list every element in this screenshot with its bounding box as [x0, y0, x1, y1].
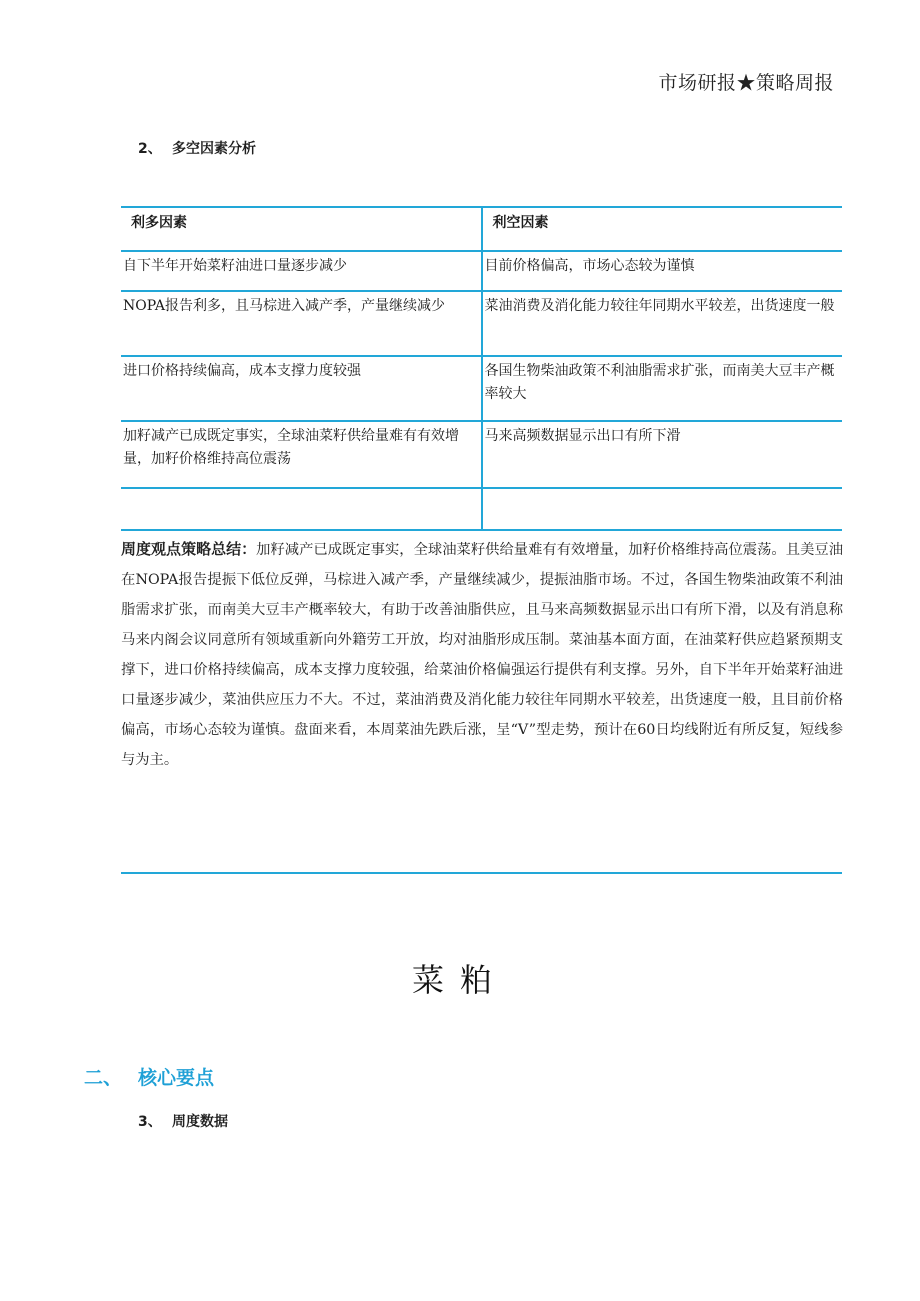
bullish-cell: 自下半年开始菜籽油进口量逐步减少 [121, 251, 482, 291]
table-row-empty [121, 488, 842, 530]
bearish-cell [482, 488, 843, 530]
section-number: 3、 [138, 1114, 162, 1130]
bearish-cell: 菜油消费及消化能力较往年同期水平较差，出货速度一般 [482, 291, 843, 356]
bullish-cell: 进口价格持续偏高，成本支撑力度较强 [121, 356, 482, 421]
section-title: 多空因素分析 [172, 141, 256, 157]
summary-text: 加籽减产已成既定事实，全球油菜籽供给量难有有效增量，加籽价格维持高位震荡。且美豆油在NOPA报告提振下低位反弹，马棕进入减产季，产量继续减少，提振油脂市场。不过，各国生物柴油政策不利油脂需求扩张，而南美大豆丰产概率较大，有助于改善油脂供应，且马来高频数据显示出口有所下滑，以及有消息称马来内阁会议同意所有领域重新向外籍劳工开放，均对油脂形成压制。菜油基本面方面，在油菜籽供应趋紧预期支撑下，进口价格持续偏高，成本支撑力度较强，给菜油价格偏强运行提供有利支撑。另外，自下半年开始菜籽油进口量逐步减少，菜油供应压力不大。不过，菜油消费及消化能力较往年同期水平较差，出货速度一般，且目前价格偏高，市场心态较为谨慎。盘面来看，本周菜油先跌后涨，呈“V”型走势，预计在60日均线附近有所反复，短线参与为主。 [121, 542, 843, 768]
section-heading-weekly [138, 1111, 228, 1131]
table-row [121, 291, 842, 356]
report-header-title: 市场研报★策略周报 [658, 72, 834, 94]
bearish-cell: 马来高频数据显示出口有所下滑 [482, 421, 843, 488]
strategy-summary [121, 534, 843, 775]
bearish-cell: 目前价格偏高，市场心态较为谨慎 [482, 251, 843, 291]
divider-line [121, 872, 842, 874]
table-header-row [121, 207, 842, 251]
table-row [121, 421, 842, 488]
chapter-heading [84, 1063, 214, 1090]
bullish-cell [121, 488, 482, 530]
summary-label: 周度观点策略总结： [121, 540, 257, 558]
chapter-title: 核心要点 [138, 1067, 215, 1089]
section-heading-factors [138, 138, 256, 158]
bullish-cell: NOPA报告利多，且马棕进入减产季，产量继续减少 [121, 291, 482, 356]
bearish-header: 利空因素 [482, 207, 843, 251]
section-title: 周度数据 [172, 1114, 228, 1130]
commodity-title: 菜粕 [411, 961, 508, 999]
bullish-header: 利多因素 [121, 207, 482, 251]
section-number: 2、 [138, 141, 162, 157]
bullish-cell: 加籽减产已成既定事实，全球油菜籽供给量难有有效增量，加籽价格维持高位震荡 [121, 421, 482, 488]
table-row [121, 251, 842, 291]
chapter-number: 二、 [84, 1067, 123, 1089]
table-row [121, 356, 842, 421]
bearish-cell: 各国生物柴油政策不利油脂需求扩张，而南美大豆丰产概率较大 [482, 356, 843, 421]
factor-table [121, 206, 842, 531]
